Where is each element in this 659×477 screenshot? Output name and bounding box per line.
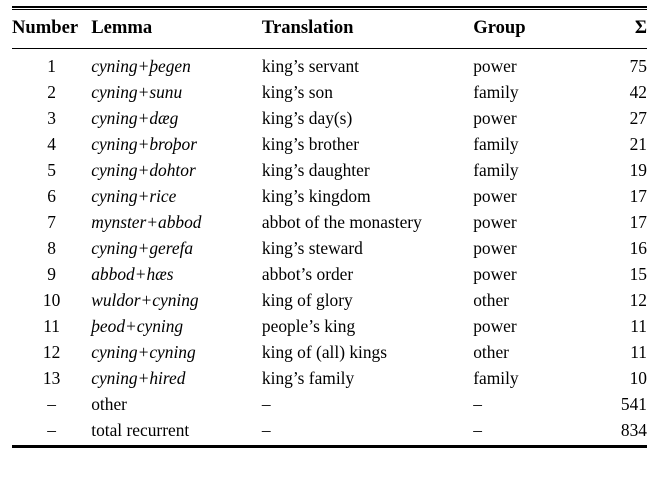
cell-group: other [473, 289, 509, 310]
table-body [12, 49, 647, 443]
cell-lemma: wuldor+cyning [91, 289, 199, 310]
table-row [12, 339, 647, 365]
cell-group: power [473, 185, 517, 206]
cell-sum: 15 [629, 263, 647, 284]
cell-lemma: cyning+sunu [91, 81, 183, 102]
cell-lemma: cyning+hired [91, 367, 186, 388]
cell-translation: king’s family [261, 367, 355, 388]
column-header-lemma: Lemma [91, 16, 153, 38]
table-row [12, 105, 647, 131]
cell-group: family [473, 133, 519, 154]
cell-translation: king’s kingdom [261, 185, 371, 206]
cell-translation: abbot’s order [261, 263, 354, 284]
cell-number: 10 [42, 289, 61, 310]
cell-group: power [473, 263, 517, 284]
cell-lemma: other [91, 393, 127, 414]
table-row [12, 365, 647, 391]
cell-number: 3 [47, 107, 56, 128]
table-row [12, 157, 647, 183]
cell-lemma: mynster+abbod [91, 211, 202, 232]
cell-group: power [473, 55, 517, 76]
cell-number: 4 [47, 133, 56, 154]
cell-lemma: cyning+broþor [91, 133, 197, 154]
table-row [12, 49, 647, 79]
cell-sum: 12 [629, 289, 647, 310]
cell-number: 12 [42, 341, 61, 362]
cell-lemma: cyning+cyning [91, 341, 196, 362]
cell-translation: king of glory [261, 289, 353, 310]
table-row [12, 261, 647, 287]
cell-sum: 11 [630, 315, 647, 336]
cell-sum: 541 [620, 393, 647, 414]
table-bottom-rule [12, 445, 647, 449]
cell-number: 8 [47, 237, 56, 258]
cell-translation: king’s son [261, 81, 333, 102]
cell-sum: 42 [629, 81, 647, 102]
cell-group: power [473, 107, 517, 128]
cell-sum: 17 [629, 185, 647, 206]
header-row [12, 10, 647, 48]
cell-lemma: abbod+hæs [91, 263, 174, 284]
lemma-frequency-table [12, 10, 647, 48]
cell-sum: 834 [620, 419, 647, 440]
cell-group: family [473, 81, 519, 102]
table-row [12, 183, 647, 209]
column-header-translation: Translation [261, 16, 354, 38]
cell-translation: – [261, 419, 271, 440]
column-header-group: Group [473, 16, 526, 38]
cell-lemma: cyning+rice [91, 185, 177, 206]
cell-number: 1 [47, 55, 56, 76]
cell-sum: 16 [629, 237, 647, 258]
cell-translation: king’s daughter [261, 159, 370, 180]
cell-group: family [473, 159, 519, 180]
cell-lemma: cyning+gerefa [91, 237, 194, 258]
cell-lemma: þeod+cyning [91, 315, 184, 336]
column-header-sum: Σ [634, 16, 647, 38]
cell-number: 2 [47, 81, 56, 102]
cell-number: – [47, 393, 56, 414]
cell-group: other [473, 341, 509, 362]
table-container [0, 6, 659, 477]
cell-group: – [473, 419, 482, 440]
cell-number: 6 [47, 185, 56, 206]
cell-translation: king’s day(s) [261, 107, 353, 128]
cell-sum: 17 [629, 211, 647, 232]
cell-lemma: cyning+dohtor [91, 159, 196, 180]
table-row [12, 131, 647, 157]
cell-translation: people’s king [261, 315, 356, 336]
cell-translation: king’s brother [261, 133, 360, 154]
cell-translation: – [261, 393, 271, 414]
cell-sum: 19 [629, 159, 647, 180]
cell-number: 11 [43, 315, 60, 336]
table-row [12, 417, 647, 443]
cell-lemma: cyning+dæg [91, 107, 179, 128]
table-header [12, 10, 647, 48]
cell-group: family [473, 367, 519, 388]
table-row [12, 209, 647, 235]
column-header-number: Number [12, 16, 79, 38]
cell-sum: 75 [629, 55, 647, 76]
cell-number: 13 [42, 367, 61, 388]
cell-sum: 27 [629, 107, 647, 128]
cell-sum: 11 [630, 341, 647, 362]
table-row [12, 391, 647, 417]
cell-lemma: total recurrent [91, 419, 190, 440]
cell-translation: king of (all) kings [261, 341, 388, 362]
cell-number: 9 [47, 263, 56, 284]
cell-translation: king’s servant [261, 55, 360, 76]
cell-sum: 10 [629, 367, 647, 388]
cell-translation: king’s steward [261, 237, 363, 258]
lemma-frequency-table-body [12, 49, 647, 443]
cell-group: power [473, 211, 517, 232]
cell-lemma: cyning+þegen [91, 55, 191, 76]
cell-group: power [473, 237, 517, 258]
cell-translation: abbot of the monastery [261, 211, 422, 232]
cell-number: – [47, 419, 56, 440]
table-row [12, 235, 647, 261]
cell-group: power [473, 315, 517, 336]
cell-number: 5 [47, 159, 56, 180]
cell-sum: 21 [629, 133, 647, 154]
cell-group: – [473, 393, 482, 414]
table-row [12, 79, 647, 105]
cell-number: 7 [47, 211, 56, 232]
table-row [12, 313, 647, 339]
table-row [12, 287, 647, 313]
